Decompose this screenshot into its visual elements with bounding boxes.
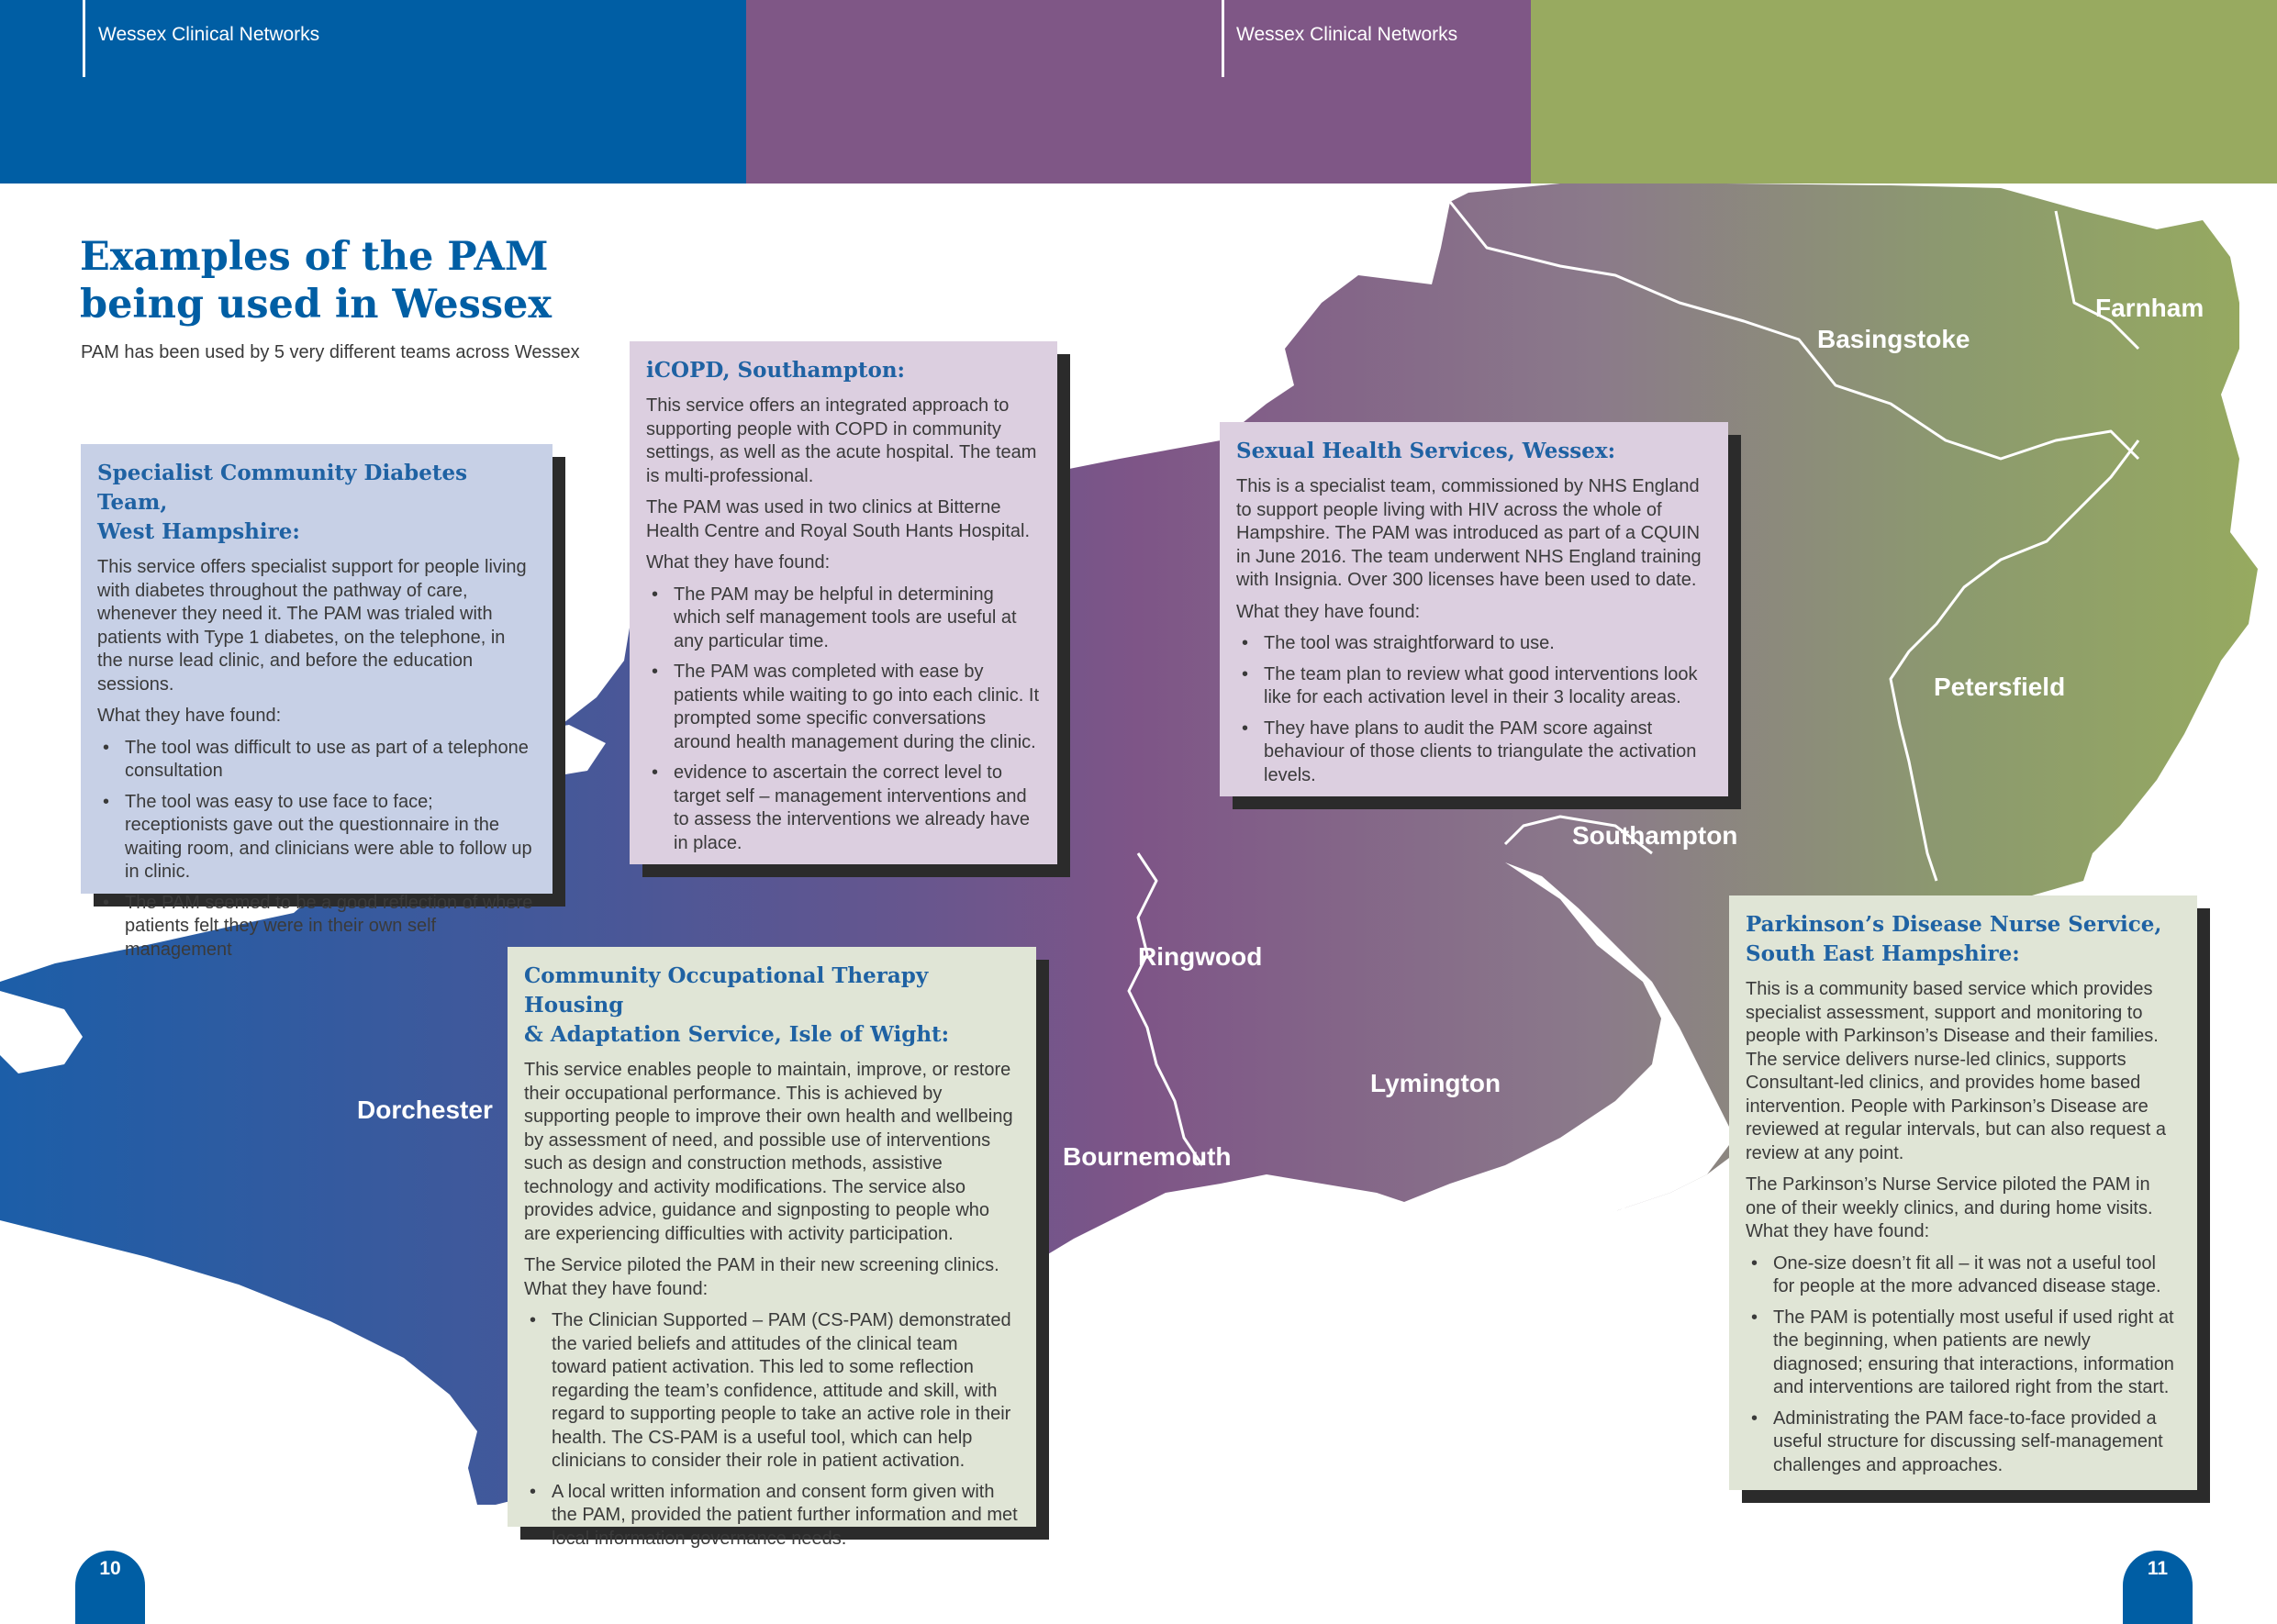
town-newport: Newport (1608, 1199, 1711, 1228)
bullet-item (646, 584, 1039, 654)
town-dorchester: Dorchester (357, 1096, 493, 1124)
town-petersfield: Petersfield (1934, 673, 2066, 701)
bullet-icon: • (103, 791, 110, 812)
town-lymington: Lymington (1370, 1069, 1501, 1097)
bullet-icon: • (1242, 633, 1249, 653)
bullet-item (1746, 1407, 2179, 1478)
town-farnham: Farnham (2095, 294, 2204, 322)
card-found-label: What they have found: (1236, 601, 1421, 622)
bullet-item (97, 791, 534, 884)
card-occupational-therapy (508, 947, 1036, 1549)
bullet-icon: • (1242, 663, 1249, 684)
card-title-line1: Community Occupational Therapy Housing (524, 963, 929, 1018)
bullet-text: Administrating the PAM face-to-face provided a useful structure for discussing self-management challenges and approaches. (1773, 1407, 2163, 1475)
card-parkinsons (1729, 895, 2197, 1490)
bullet-text: One-size doesn’t fit all – it was not a useful tool for people at the more advanced disease stage. (1773, 1252, 2161, 1296)
bullet-item (524, 1481, 1018, 1552)
bullet-text: The tool was difficult to use as part of a telephone consultation (125, 737, 529, 781)
page-number-right: 11 (2123, 1551, 2193, 1624)
bullet-item (646, 762, 1039, 855)
card-found-label: What they have found: (646, 552, 831, 573)
bullet-text: The team plan to review what good interventions look like for each activation level in their 3 locality areas. (1264, 663, 1698, 707)
card-diabetes-team (81, 444, 553, 960)
header-label-left: Wessex Clinical Networks (98, 24, 320, 45)
bullet-text: The PAM may be helpful in determining which self management tools are useful at any particular time. (674, 584, 1017, 651)
card-intro: This is a community based service which provides specialist assessment, support and monitoring to people with Parkinson’s Disease and their families. The service delivers nurse-led clinics, supports Consultant-led clinics, and provides home based intervention. People with Parkinson’s Disease are reviewed at regular intervals, but can also request a review at any point. (1746, 979, 2167, 1163)
page-title-line2: being used in Wessex (80, 282, 553, 328)
bullet-icon: • (652, 662, 659, 682)
card-sexual-health (1220, 422, 1728, 796)
card-bullets (524, 1309, 1018, 1551)
card-intro: This service offers specialist support for people living with diabetes throughout the pathway of care, whenever they need it. The PAM was trialed with patients with Type 1 diabetes, on the telephone, in the nurse lead clinic, and before the education sessions. (97, 557, 527, 695)
card-intro: This service offers an integrated approach to supporting people with COPD in community settings, as well as the acute hospital. The team is multi-professional. (646, 395, 1037, 486)
bullet-icon: • (103, 892, 110, 913)
card-title-line1: Specialist Community Diabetes Team, (97, 461, 468, 515)
card-title: iCOPD, Southampton: (646, 358, 906, 383)
bullet-item (1236, 663, 1710, 710)
bullet-text: They have plans to audit the PAM score against behaviour of those clients to triangulate the activation levels. (1264, 717, 1697, 785)
card-title (1746, 910, 2179, 969)
card-bullets (1236, 632, 1710, 787)
bullet-icon: • (530, 1310, 537, 1330)
card-bullets (646, 584, 1039, 856)
bullet-icon: • (1751, 1407, 1758, 1429)
page-subtitle: PAM has been used by 5 very different teams across Wessex (81, 342, 580, 362)
card-intro-2: The Parkinson’s Nurse Service piloted the PAM in one of their weekly clinics, and during home visits. What they have found: (1746, 1174, 2153, 1241)
bullet-text: A local written information and consent form given with the PAM, provided the patient further information and met local information governance needs. (552, 1481, 1018, 1549)
card-title-line1: Parkinson’s Disease Nurse Service, (1746, 912, 2162, 937)
bullet-icon: • (652, 762, 659, 783)
town-ringwood: Ringwood (1138, 942, 1263, 971)
card-intro-2: The PAM was used in two clinics at Bitterne Health Centre and Royal South Hants Hospital. (646, 497, 1031, 541)
card-intro: This is a specialist team, commissioned by NHS England to support people living with HIV across the whole of Hampshire. The PAM was introduced as part of a CQUIN in June 2016. The team underwent NHS England training with Insignia. Over 300 licenses have been used to date. (1236, 476, 1702, 590)
bullet-text: The PAM seemed to be a good reflection of where patients felt they were in their own self management (125, 892, 533, 960)
bullet-item (1746, 1252, 2179, 1299)
town-basingstoke: Basingstoke (1817, 325, 1970, 353)
bullet-icon: • (530, 1481, 537, 1502)
page-number-left: 10 (75, 1551, 145, 1624)
bullet-item (1236, 717, 1710, 788)
bullet-text: The PAM is potentially most useful if used right at the beginning, when patients are newly diagnosed; ensuring that interactions, information and interventions are tailored right from the start. (1773, 1307, 2174, 1397)
card-bullets (1746, 1252, 2179, 1478)
card-title: Sexual Health Services, Wessex: (1236, 439, 1616, 463)
card-title-line2: South East Hampshire: (1746, 941, 2020, 966)
bullet-icon: • (1242, 717, 1249, 739)
bullet-item (524, 1309, 1018, 1474)
header-label-right: Wessex Clinical Networks (1236, 24, 1458, 45)
card-found-label: What they have found: (97, 706, 282, 726)
card-title (524, 962, 1018, 1050)
bullet-text: The tool was straightforward to use. (1264, 633, 1555, 653)
bullet-text: evidence to ascertain the correct level to target self – management interventions and to assess the interventions we already have in place. (674, 762, 1030, 853)
bullet-text: The PAM was completed with ease by patients while waiting to go into each clinic. It prompted some specific conversations around health management during the clinic. (674, 662, 1039, 752)
card-icopd (630, 341, 1057, 864)
bullet-text: The Clinician Supported – PAM (CS-PAM) demonstrated the varied beliefs and attitudes of the clinical team toward patient activation. This led to some reflection regarding the team’s confidence, attitude and skill, with regard to supporting people to take an active role in their health. The CS-PAM is a useful tool, which can help clinicians to consider their role in patient activation. (552, 1310, 1011, 1471)
bullet-icon: • (103, 737, 110, 758)
bullet-item (97, 892, 534, 962)
bullet-item (1236, 632, 1710, 656)
bullet-icon: • (1751, 1307, 1758, 1328)
card-intro-2: The Service piloted the PAM in their new screening clinics. What they have found: (524, 1255, 999, 1299)
card-intro: This service enables people to maintain, improve, or restore their occupational performance. This is achieved by supporting people to improve their own health and wellbeing by assessment of need, and possible use of interventions such as design and construction methods, assistive technology and activity modifications. The service also provides advice, guidance and signposting to people who are experiencing difficulties with activity participation. (524, 1060, 1013, 1244)
bullet-item (1746, 1307, 2179, 1400)
bullet-item (646, 661, 1039, 754)
bullet-item (97, 737, 534, 784)
bullet-icon: • (1751, 1252, 1758, 1274)
card-title-line2: West Hampshire: (97, 519, 300, 544)
card-title (97, 459, 534, 547)
card-title-line2: & Adaptation Service, Isle of Wight: (524, 1022, 950, 1047)
card-bullets (97, 737, 534, 962)
page-title (80, 233, 594, 328)
town-southampton: Southampton (1572, 821, 1738, 850)
bullet-icon: • (652, 584, 659, 605)
bullet-text: The tool was easy to use face to face; receptionists gave out the questionnaire in the waiting room, and clinicians were able to follow up in clinic. (125, 791, 532, 882)
town-bournemouth: Bournemouth (1063, 1142, 1232, 1171)
page-title-line1: Examples of the PAM (80, 234, 549, 280)
